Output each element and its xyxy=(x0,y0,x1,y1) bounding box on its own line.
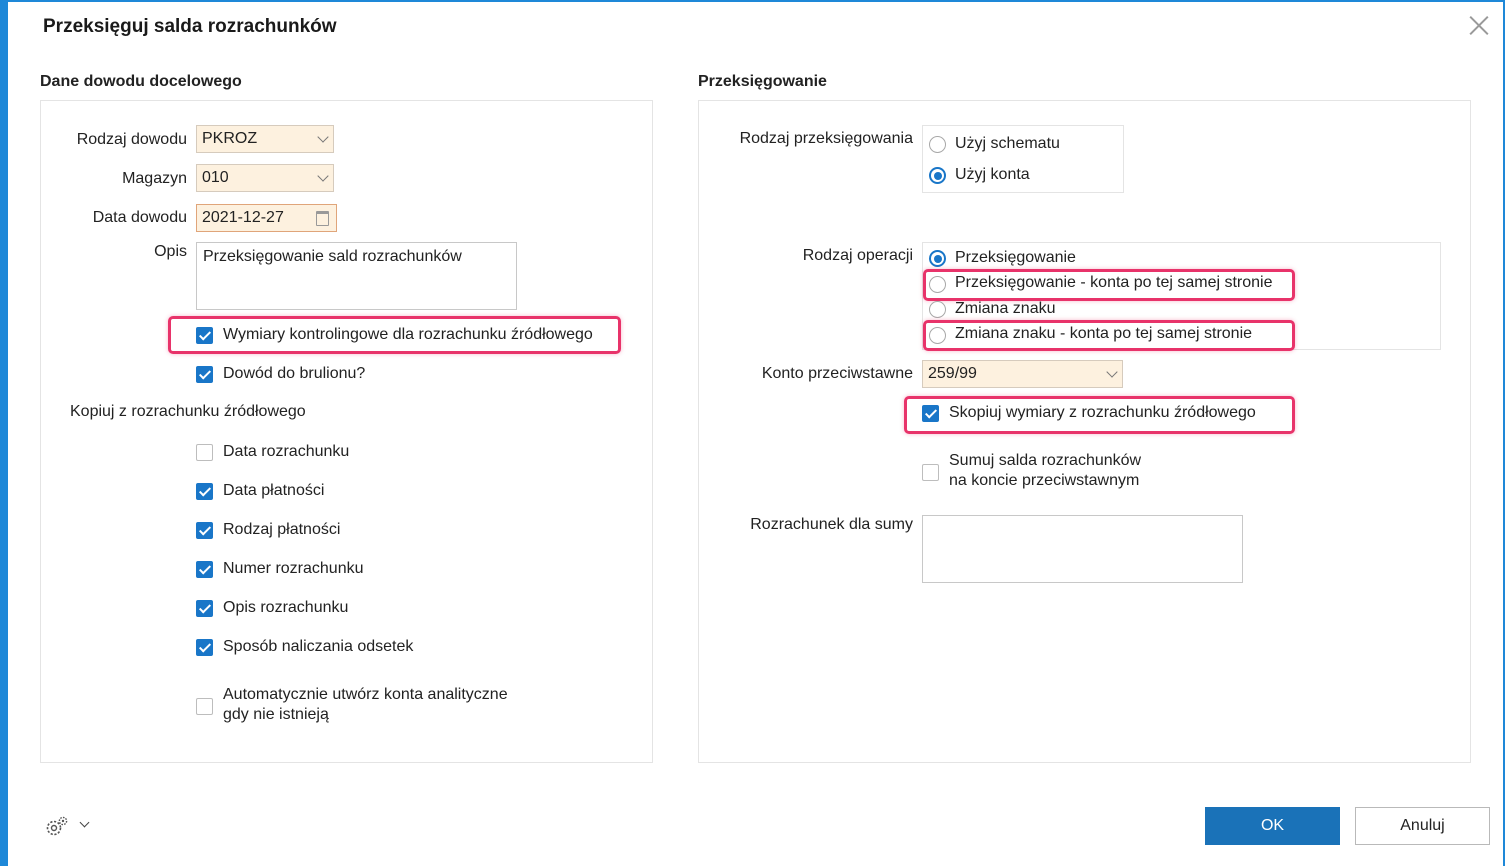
radio-label: Zmiana znaku - konta po tej samej stronie xyxy=(955,325,1253,342)
sumuj-salda-line2: na koncie przeciwstawnym xyxy=(949,472,1140,489)
konto-przeciwstawne-combo[interactable] xyxy=(922,360,1123,388)
data-dowodu-label: Data dowodu xyxy=(92,209,187,226)
skopiuj-wymiary-label: Skopiuj wymiary z rozrachunku źródłowego xyxy=(949,404,1256,421)
sumuj-salda-line1: Sumuj salda rozrachunków xyxy=(949,452,1142,469)
skopiuj-wymiary-checkbox[interactable] xyxy=(922,405,939,422)
chevron-down-icon xyxy=(317,131,328,142)
uzyj-konta-radio[interactable] xyxy=(929,167,946,184)
konto-przeciwstawne-value: 259/99 xyxy=(928,365,977,382)
radio-label: Użyj konta xyxy=(955,166,1030,183)
window-border-left xyxy=(0,0,8,866)
data-dowodu-field[interactable] xyxy=(196,204,337,232)
sumuj-salda-checkbox[interactable] xyxy=(922,464,939,481)
copy-item-label: Data płatności xyxy=(223,482,325,499)
copy-section-title: Kopiuj z rozrachunku źródłowego xyxy=(70,403,306,420)
uzyj-schematu-radio[interactable] xyxy=(929,136,946,153)
magazyn-value: 010 xyxy=(202,169,229,186)
odsetki-checkbox[interactable] xyxy=(196,639,213,656)
radio-label: Użyj schematu xyxy=(955,135,1060,152)
chevron-down-icon xyxy=(317,170,328,181)
gear-icon[interactable] xyxy=(44,815,70,839)
auto-konta-line2: gdy nie istnieją xyxy=(223,706,329,723)
rozrachunek-dla-sumy-label: Rozrachunek dla sumy xyxy=(750,516,913,533)
opis-rozrachunku-checkbox[interactable] xyxy=(196,600,213,617)
zmiana-znaku-radio[interactable] xyxy=(929,301,946,318)
rodzaj-dowodu-value: PKROZ xyxy=(202,130,258,147)
zmiana-znaku-ta-sama-strona-radio[interactable] xyxy=(929,327,946,344)
left-panel xyxy=(40,100,653,763)
magazyn-label: Magazyn xyxy=(122,170,187,187)
wymiary-label: Wymiary kontrolingowe dla rozrachunku źródłowego xyxy=(223,326,593,343)
radio-label: Przeksięgowanie - konta po tej samej stronie xyxy=(955,274,1273,291)
calendar-icon[interactable] xyxy=(316,211,329,226)
copy-item-label: Rodzaj płatności xyxy=(223,521,341,538)
cancel-button[interactable]: Anuluj xyxy=(1355,807,1490,845)
opis-label: Opis xyxy=(154,243,187,260)
window-border-top xyxy=(0,0,1505,2)
rodzaj-dowodu-label: Rodzaj dowodu xyxy=(76,131,187,148)
close-icon[interactable] xyxy=(1466,12,1492,38)
auto-konta-line1: Automatycznie utwórz konta analityczne xyxy=(223,686,508,703)
chevron-down-icon xyxy=(1106,366,1117,377)
data-rozrachunku-checkbox[interactable] xyxy=(196,444,213,461)
brulion-label: Dowód do brulionu? xyxy=(223,365,366,382)
copy-item-label: Opis rozrachunku xyxy=(223,599,349,616)
przeksiegowanie-radio[interactable] xyxy=(929,250,946,267)
data-dowodu-value: 2021-12-27 xyxy=(202,209,284,226)
radio-label: Przeksięgowanie xyxy=(955,249,1076,266)
przeksiegowanie-ta-sama-strona-radio[interactable] xyxy=(929,276,946,293)
konto-przeciwstawne-label: Konto przeciwstawne xyxy=(761,365,913,382)
rodzaj-przeksiegowania-label: Rodzaj przeksięgowania xyxy=(739,130,913,147)
section-title-right: Przeksięgowanie xyxy=(698,73,827,90)
rodzaj-dowodu-combo[interactable] xyxy=(196,125,334,153)
copy-item-label: Numer rozrachunku xyxy=(223,560,364,577)
copy-item-label: Sposób naliczania odsetek xyxy=(223,638,414,655)
auto-konta-checkbox[interactable] xyxy=(196,698,213,715)
radio-label: Zmiana znaku xyxy=(955,300,1056,317)
magazyn-combo[interactable] xyxy=(196,164,334,192)
rodzaj-platnosci-checkbox[interactable] xyxy=(196,522,213,539)
brulion-checkbox[interactable] xyxy=(196,366,213,383)
data-platnosci-checkbox[interactable] xyxy=(196,483,213,500)
copy-item-label: Data rozrachunku xyxy=(223,443,350,460)
rozrachunek-dla-sumy-field[interactable] xyxy=(922,515,1243,583)
dialog-title: Przeksięguj salda rozrachunków xyxy=(43,16,337,37)
chevron-down-icon[interactable] xyxy=(80,818,90,828)
section-title-left: Dane dowodu docelowego xyxy=(40,73,242,90)
opis-textarea[interactable]: Przeksięgowanie sald rozrachunków xyxy=(196,242,517,310)
rodzaj-operacji-label: Rodzaj operacji xyxy=(802,247,913,264)
ok-button[interactable]: OK xyxy=(1205,807,1340,845)
numer-rozrachunku-checkbox[interactable] xyxy=(196,561,213,578)
wymiary-checkbox[interactable] xyxy=(196,327,213,344)
